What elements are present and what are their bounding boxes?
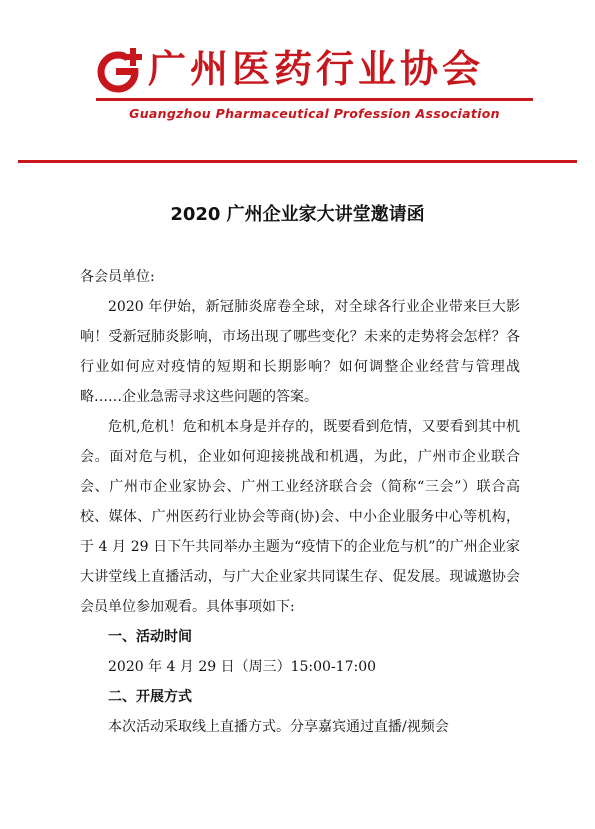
org-name-en: Guangzhou Pharmaceutical Profession Association (129, 106, 500, 121)
header-rule (18, 160, 577, 163)
body-paragraph: 2020 年伊始，新冠肺炎席卷全球，对全球各行业企业带来巨大影响！受新冠肺炎影响，市场出现了哪些变化？未来的走势将会怎样？各行业如何应对疫情的短期和长期影响？如何调整企业经营与管理战略……企业急需寻求这些问题的答案。 (80, 299, 520, 405)
body-paragraph: 危机,危机！危和机本身是并存的，既要看到危情，又要看到其中机会。面对危与机，企业如何迎接挑战和机遇，为此，广州市企业联合会、广州市企业家协会、广州工业经济联合会（简称“三会”）联合高校、媒体、广州医药行业协会等商(协)会、中小企业服务中心等机构，于 4 月 29 日下午共同举办主题为“疫情下的企业危与机”的广州企业家大讲堂线上直播活动，与广大企业家共同谋生存、促发展。现诚邀协会会员单位参加观看。具体事项如下: (80, 419, 520, 615)
cross-g-logo-icon (96, 46, 144, 94)
section-heading-format: 二、开展方式 (108, 689, 192, 705)
salutation: 各会员单位: (80, 269, 155, 285)
format-paragraph: 本次活动采取线上直播方式。分享嘉宾通过直播/视频会 (108, 719, 449, 735)
letterhead (0, 0, 595, 175)
document-title: 2020 广州企业家大讲堂邀请函 (170, 204, 425, 225)
section-heading-time: 一、活动时间 (108, 629, 192, 645)
letterhead-divider (96, 98, 533, 101)
document-body (80, 262, 520, 742)
event-time: 2020 年 4 月 29 日（周三）15:00-17:00 (108, 659, 377, 675)
org-name-cn: 广州医药行业协会 (148, 47, 485, 91)
